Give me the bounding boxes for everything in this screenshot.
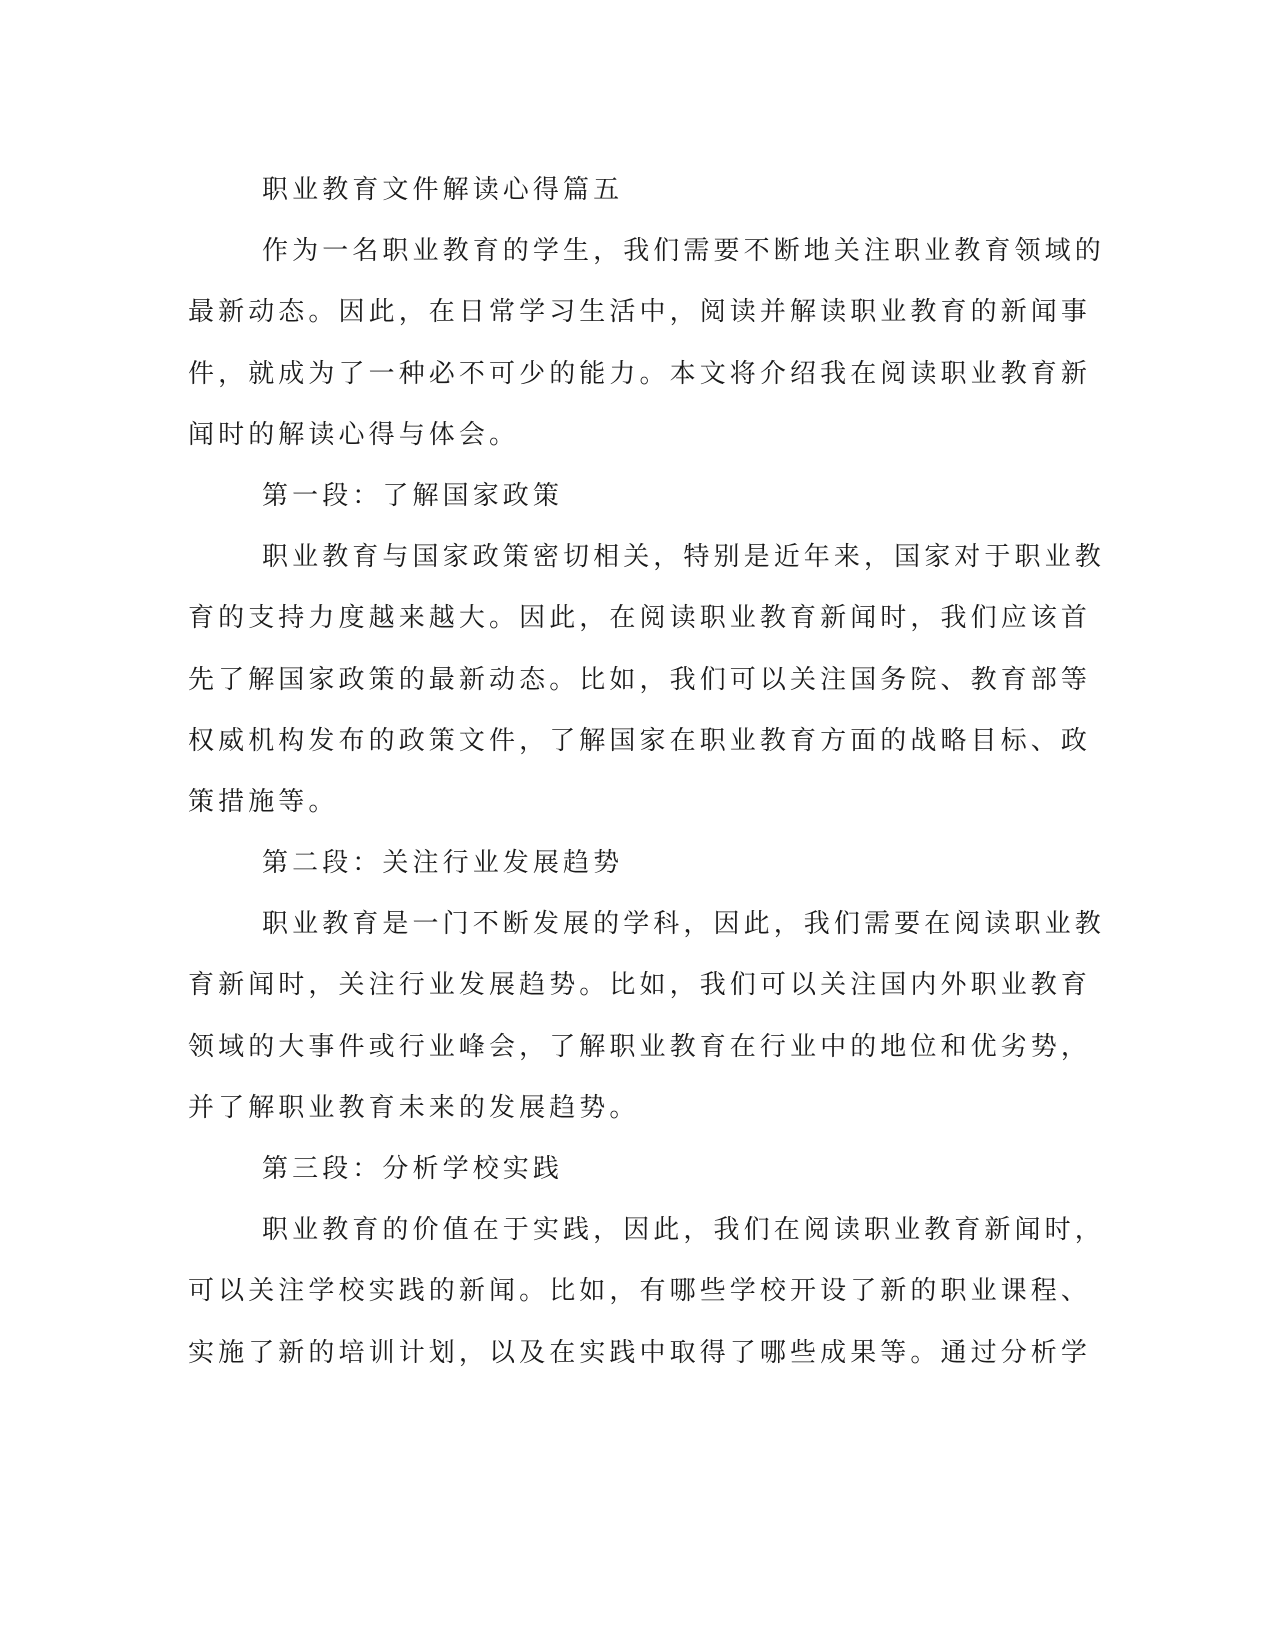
section-2 [188,833,1105,1139]
section-heading: 第三段：分析学校实践 [262,1154,564,1184]
section-heading: 第一段：了解国家政策 [262,480,564,511]
intro-paragraph [188,221,1105,466]
paragraph-line: 可以关注学校实践的新闻。比如，有哪些学校开设了新的职业课程、 [188,1276,1092,1307]
paragraph-line: 权威机构发布的政策文件，了解国家在职业教育方面的战略目标、政 [188,725,1092,756]
paragraph-line: 实施了新的培训计划，以及在实践中取得了哪些成果等。通过分析学 [188,1337,1092,1368]
paragraph-line: 闻时的解读心得与体会。 [188,419,520,450]
paragraph-line: 育新闻时，关注行业发展趋势。比如，我们可以关注国内外职业教育 [188,970,1092,1001]
document-title: 职业教育文件解读心得篇五 [262,175,624,205]
paragraph-line: 领域的大事件或行业峰会，了解职业教育在行业中的地位和优劣势， [188,1031,1092,1062]
paragraph-line: 最新动态。因此，在日常学习生活中，阅读并解读职业教育的新闻事 [188,297,1092,328]
paragraph-line: 职业教育与国家政策密切相关，特别是近年来，国家对于职业教 [262,542,1105,573]
paragraph-line: 职业教育的价值在于实践，因此，我们在阅读职业教育新闻时， [262,1215,1105,1246]
document-body [188,160,1105,1384]
section-heading: 第二段：关注行业发展趋势 [262,848,624,879]
paragraph-line: 策措施等。 [188,786,339,817]
section-1 [188,466,1105,833]
paragraph-line: 先了解国家政策的最新动态。比如，我们可以关注国务院、教育部等 [188,664,1092,695]
paragraph-line: 职业教育是一门不断发展的学科，因此，我们需要在阅读职业教 [262,909,1105,940]
paragraph-line: 件，就成为了一种必不可少的能力。本文将介绍我在阅读职业教育新 [188,358,1092,389]
section-3 [188,1139,1105,1384]
paragraph-line: 并了解职业教育未来的发展趋势。 [188,1092,640,1123]
paragraph-line: 育的支持力度越来越大。因此，在阅读职业教育新闻时，我们应该首 [188,603,1092,634]
paragraph-line: 作为一名职业教育的学生，我们需要不断地关注职业教育领域的 [262,236,1105,267]
